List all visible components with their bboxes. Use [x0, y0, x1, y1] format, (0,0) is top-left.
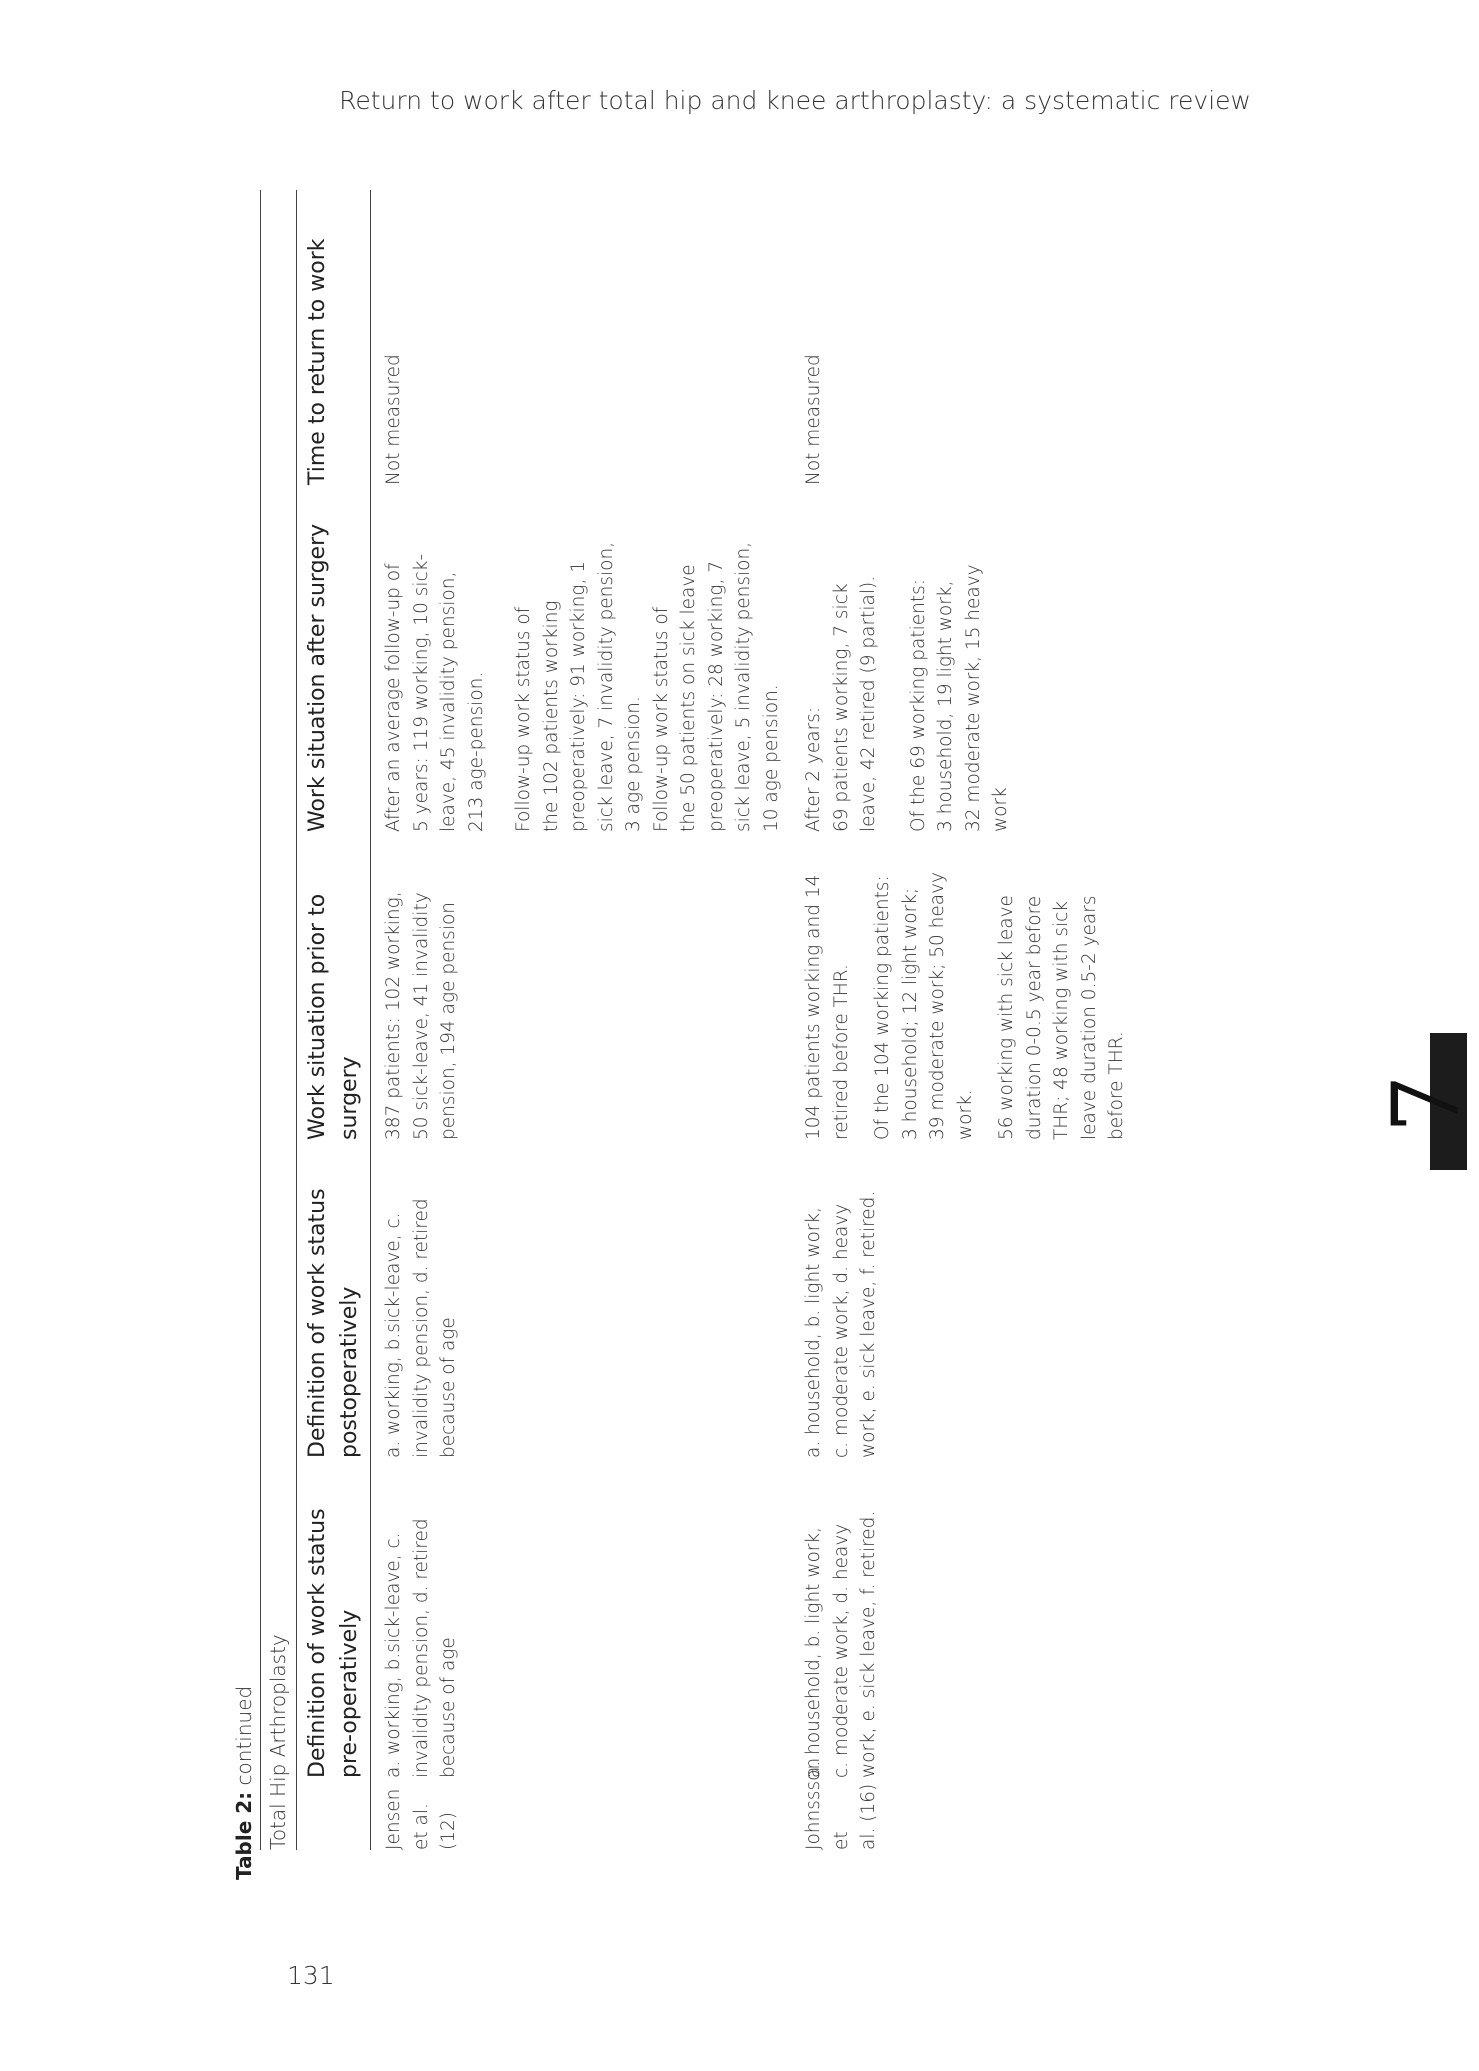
section-title: Total Hip Arthroplasty — [266, 1634, 290, 1850]
table-row-prior — [800, 840, 1145, 1140]
prior-paragraph: 387 patients: 102 working, 50 sick-leave, 41 invalidity pension, 194 age pension — [383, 891, 459, 1140]
table-row-time: Not measured — [383, 354, 404, 485]
table-caption — [230, 1686, 258, 1880]
after-paragraph: Follow-up work status of the 102 patients working preoperatively: 91 working, 1 sick leave, 7 invalidity pension, 3 age pension. Follow-up work status of the 50 patients on sick leave preoperatively: 28 working, 7 sick leave, 5 invalidity pension, 10 age pension. — [513, 541, 782, 832]
table-row-pre-def: a. working, b.sick-leave, c. invalidity pension, d. retired because of age — [383, 1518, 459, 1778]
prior-paragraph: Of the 104 working patients: 3 household; 12 light work; 39 moderate work; 50 heavy work. — [872, 872, 976, 1140]
after-paragraph: After 2 years: 69 patients working, 7 sick leave, 42 retired (9 partial). — [803, 575, 879, 832]
header-rule — [370, 190, 371, 1850]
table-row-pre-def: a. household, b. light work, c. moderate work, d. heavy work, e. sick leave, f. retired. — [803, 1510, 879, 1778]
table-row-after — [800, 487, 1029, 832]
running-header: Return to work after total hip and knee arthroplasty: a systematic review — [339, 86, 1251, 115]
header-pre-def: Definition of work status pre-operatively — [305, 1508, 362, 1778]
top-rule — [260, 190, 261, 1850]
table-row-post-def: a. working, b.sick-leave, c. invalidity pension, d. retired because of age — [383, 1198, 459, 1458]
header-time: Time to return to work — [305, 238, 330, 485]
table-row-study: Jensen et al. (12) — [383, 1788, 459, 1850]
table-row-post-def: a. household, b. light work, c. moderate work, d. heavy work, e. sick leave, f. retired. — [803, 1190, 879, 1458]
caption-text: continued — [232, 1685, 256, 1792]
chapter-number-mark: 7 — [1372, 1074, 1479, 1134]
caption-label: Table 2: — [232, 1791, 256, 1880]
table-row-prior — [380, 840, 477, 1140]
prior-paragraph: 104 patients working and 14 retired before THR. — [803, 874, 852, 1140]
header-post-def: Definition of work status postoperatively — [305, 1188, 362, 1458]
after-paragraph: After an average follow-up of 5 years: 119 working, 10 sick- leave, 45 invalidity pension, 213 age-pension. — [383, 553, 487, 832]
header-after: Work situation after surgery — [305, 523, 330, 832]
table-row-after — [380, 487, 799, 832]
prior-paragraph: 56 working with sick leave duration 0-0.5 year before THR; 48 working with sick leave duration 0.5-2 years before THR. — [996, 895, 1127, 1140]
page-number: 131 — [287, 1961, 335, 1990]
rotated-table — [220, 190, 1260, 1880]
table-row-time: Not measured — [803, 354, 824, 485]
section-rule — [296, 190, 297, 1850]
after-paragraph: Of the 69 working patients: 3 household, 19 light work, 32 moderate work, 15 heavy work — [907, 564, 1011, 832]
header-prior: Work situation prior to surgery — [305, 893, 362, 1140]
table-row-study: Johnssson et al. (16) — [803, 1757, 879, 1850]
